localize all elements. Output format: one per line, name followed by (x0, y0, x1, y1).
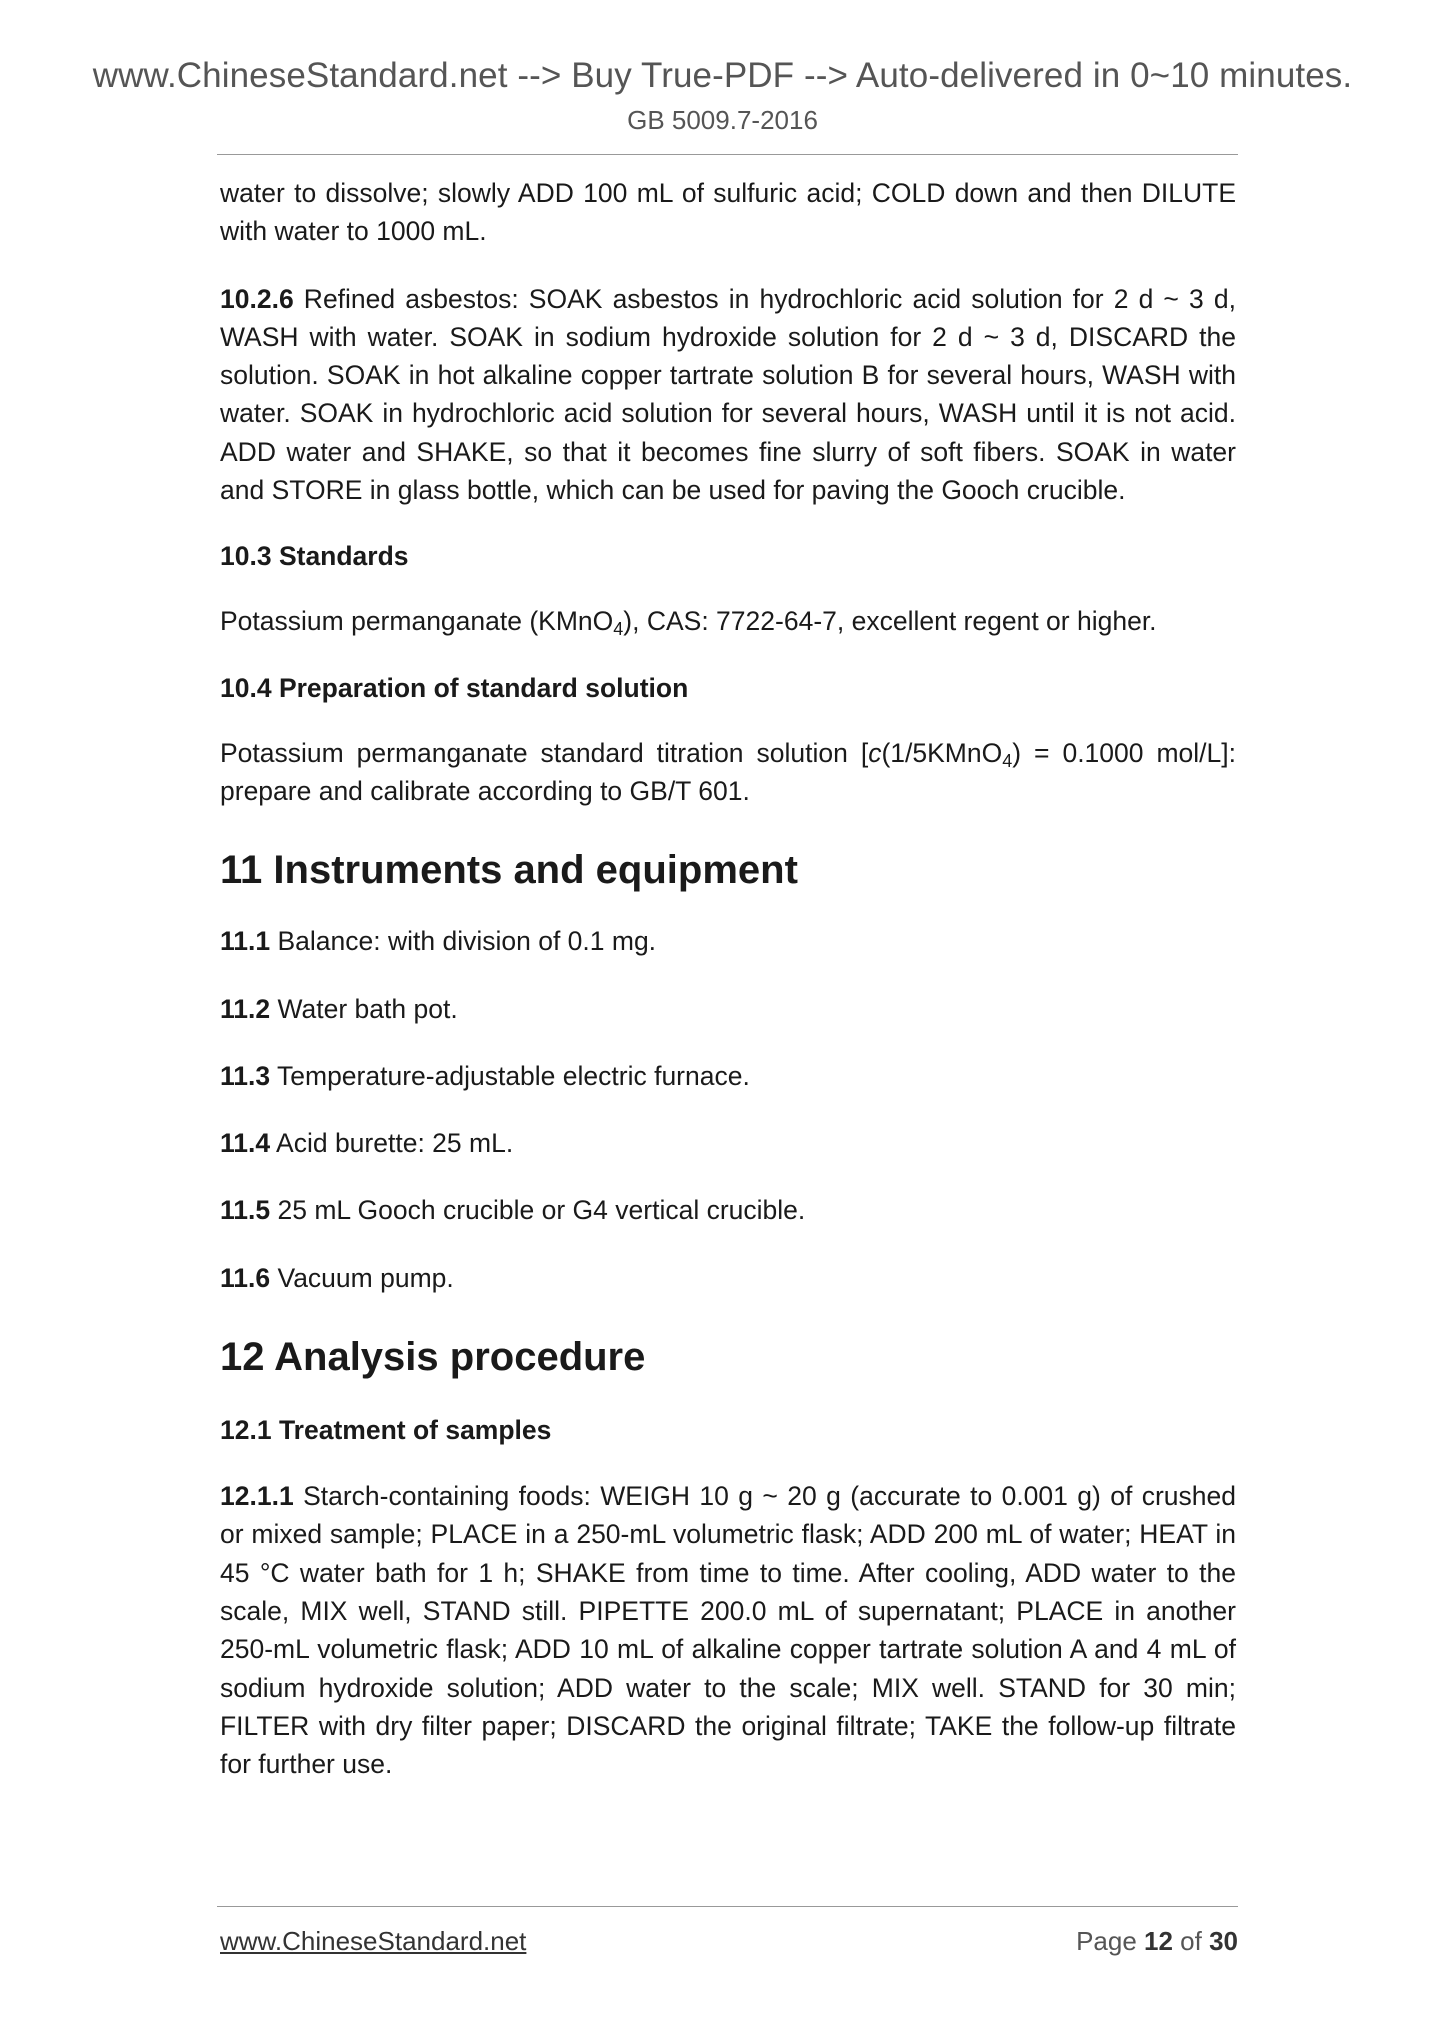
page-content (220, 174, 1236, 1783)
clause-10-2-6 (220, 280, 1236, 510)
item-text: Water bath pot. (270, 993, 458, 1024)
heading-12: 12 Analysis procedure (220, 1335, 646, 1380)
clause-text: Refined asbestos: SOAK asbestos in hydrochloric acid solution for 2 d ~ 3 d, WASH with water. SOAK in sodium hydroxide solution for 2 d ~ 3 d, DISCARD the solution. SOAK in hot alkaline copper tartrate solution B for several hours, WASH with water. SOAK in hydrochloric acid solution for several hours, WASH until it is not acid. ADD water and SHAKE, so that it becomes fine slurry of soft fibers. SOAK in water and STORE in glass bottle, which can be used for paving the Gooch crucible. (220, 283, 1236, 506)
item-11-3 (220, 1057, 1236, 1095)
item-number: 11.4 (220, 1128, 271, 1159)
item-text: Temperature-adjustable electric furnace. (270, 1060, 750, 1091)
heading-10-4: 10.4 Preparation of standard solution (220, 672, 689, 703)
item-11-6 (220, 1259, 1236, 1297)
text-part: ) = 0.1000 mol/L]: prepare and calibrate according to GB/T 601. (220, 737, 1236, 806)
paragraph-continued: water to dissolve; slowly ADD 100 mL of sulfuric acid; COLD down and then DILUTE with water to 1000 mL. (220, 178, 1236, 247)
clause-text: Starch-containing foods: WEIGH 10 g ~ 20 g (accurate to 0.001 g) of crushed or mixed sample; PLACE in a 250-mL volumetric flask; ADD 200 mL of water; HEAT in 45 °C water bath for 1 h; SHAKE from time to time. After cooling, ADD water to the scale, MIX well, STAND still. PIPETTE 200.0 mL of supernatant; PLACE in another 250-mL volumetric flask; ADD 10 mL of alkaline copper tartrate solution A and 4 mL of sodium hydroxide solution; ADD water to the scale; MIX well. STAND for 30 min; FILTER with dry filter paper; DISCARD the original filtrate; TAKE the follow-up filtrate for further use. (220, 1481, 1236, 1780)
clause-10-3-text (220, 602, 1236, 640)
item-text: Balance: with division of 0.1 mg. (270, 926, 657, 957)
item-text: 25 mL Gooch crucible or G4 vertical crucible. (270, 1195, 806, 1226)
page-total: 30 (1209, 1926, 1238, 1956)
italic-symbol: c (868, 737, 882, 768)
page-indicator (1076, 1926, 1238, 1957)
page-current: 12 (1144, 1926, 1173, 1956)
footer-divider (217, 1906, 1238, 1907)
item-text: Vacuum pump. (270, 1262, 454, 1293)
item-number: 11.6 (220, 1262, 271, 1293)
text-part: Potassium permanganate (KMnO (220, 606, 614, 637)
footer-site-link[interactable]: www.ChineseStandard.net (220, 1926, 527, 1956)
item-11-5 (220, 1191, 1236, 1229)
page-label: Page (1076, 1926, 1145, 1956)
item-number: 11.3 (220, 1060, 271, 1091)
subscript: 4 (1002, 750, 1013, 771)
item-11-2 (220, 990, 1236, 1028)
subscript: 4 (613, 619, 624, 640)
text-part: (1/5KMnO (881, 737, 1003, 768)
clause-10-4-text (220, 734, 1236, 811)
item-text: Acid burette: 25 mL. (270, 1128, 514, 1159)
text-part: ), CAS: 7722-64-7, excellent regent or higher. (623, 606, 1157, 637)
header-divider (217, 154, 1238, 155)
item-number: 11.5 (220, 1195, 271, 1226)
text-part: Potassium permanganate standard titration solution [ (220, 737, 869, 768)
item-number: 11.2 (220, 993, 271, 1024)
item-11-1 (220, 922, 1236, 960)
page-of: of (1172, 1926, 1210, 1956)
clause-12-1-1 (220, 1477, 1236, 1783)
item-number: 11.1 (220, 926, 271, 957)
item-11-4 (220, 1124, 1236, 1162)
heading-10-3: 10.3 Standards (220, 541, 409, 572)
heading-11: 11 Instruments and equipment (220, 848, 798, 893)
clause-number: 12.1.1 (220, 1481, 294, 1512)
heading-12-1: 12.1 Treatment of samples (220, 1415, 552, 1446)
header-banner-link[interactable]: www.ChineseStandard.net --> Buy True-PDF --> Auto-delivered in 0~10 minutes. (92, 56, 1353, 95)
standard-number: GB 5009.7-2016 (627, 105, 818, 135)
clause-number: 10.2.6 (220, 283, 294, 314)
